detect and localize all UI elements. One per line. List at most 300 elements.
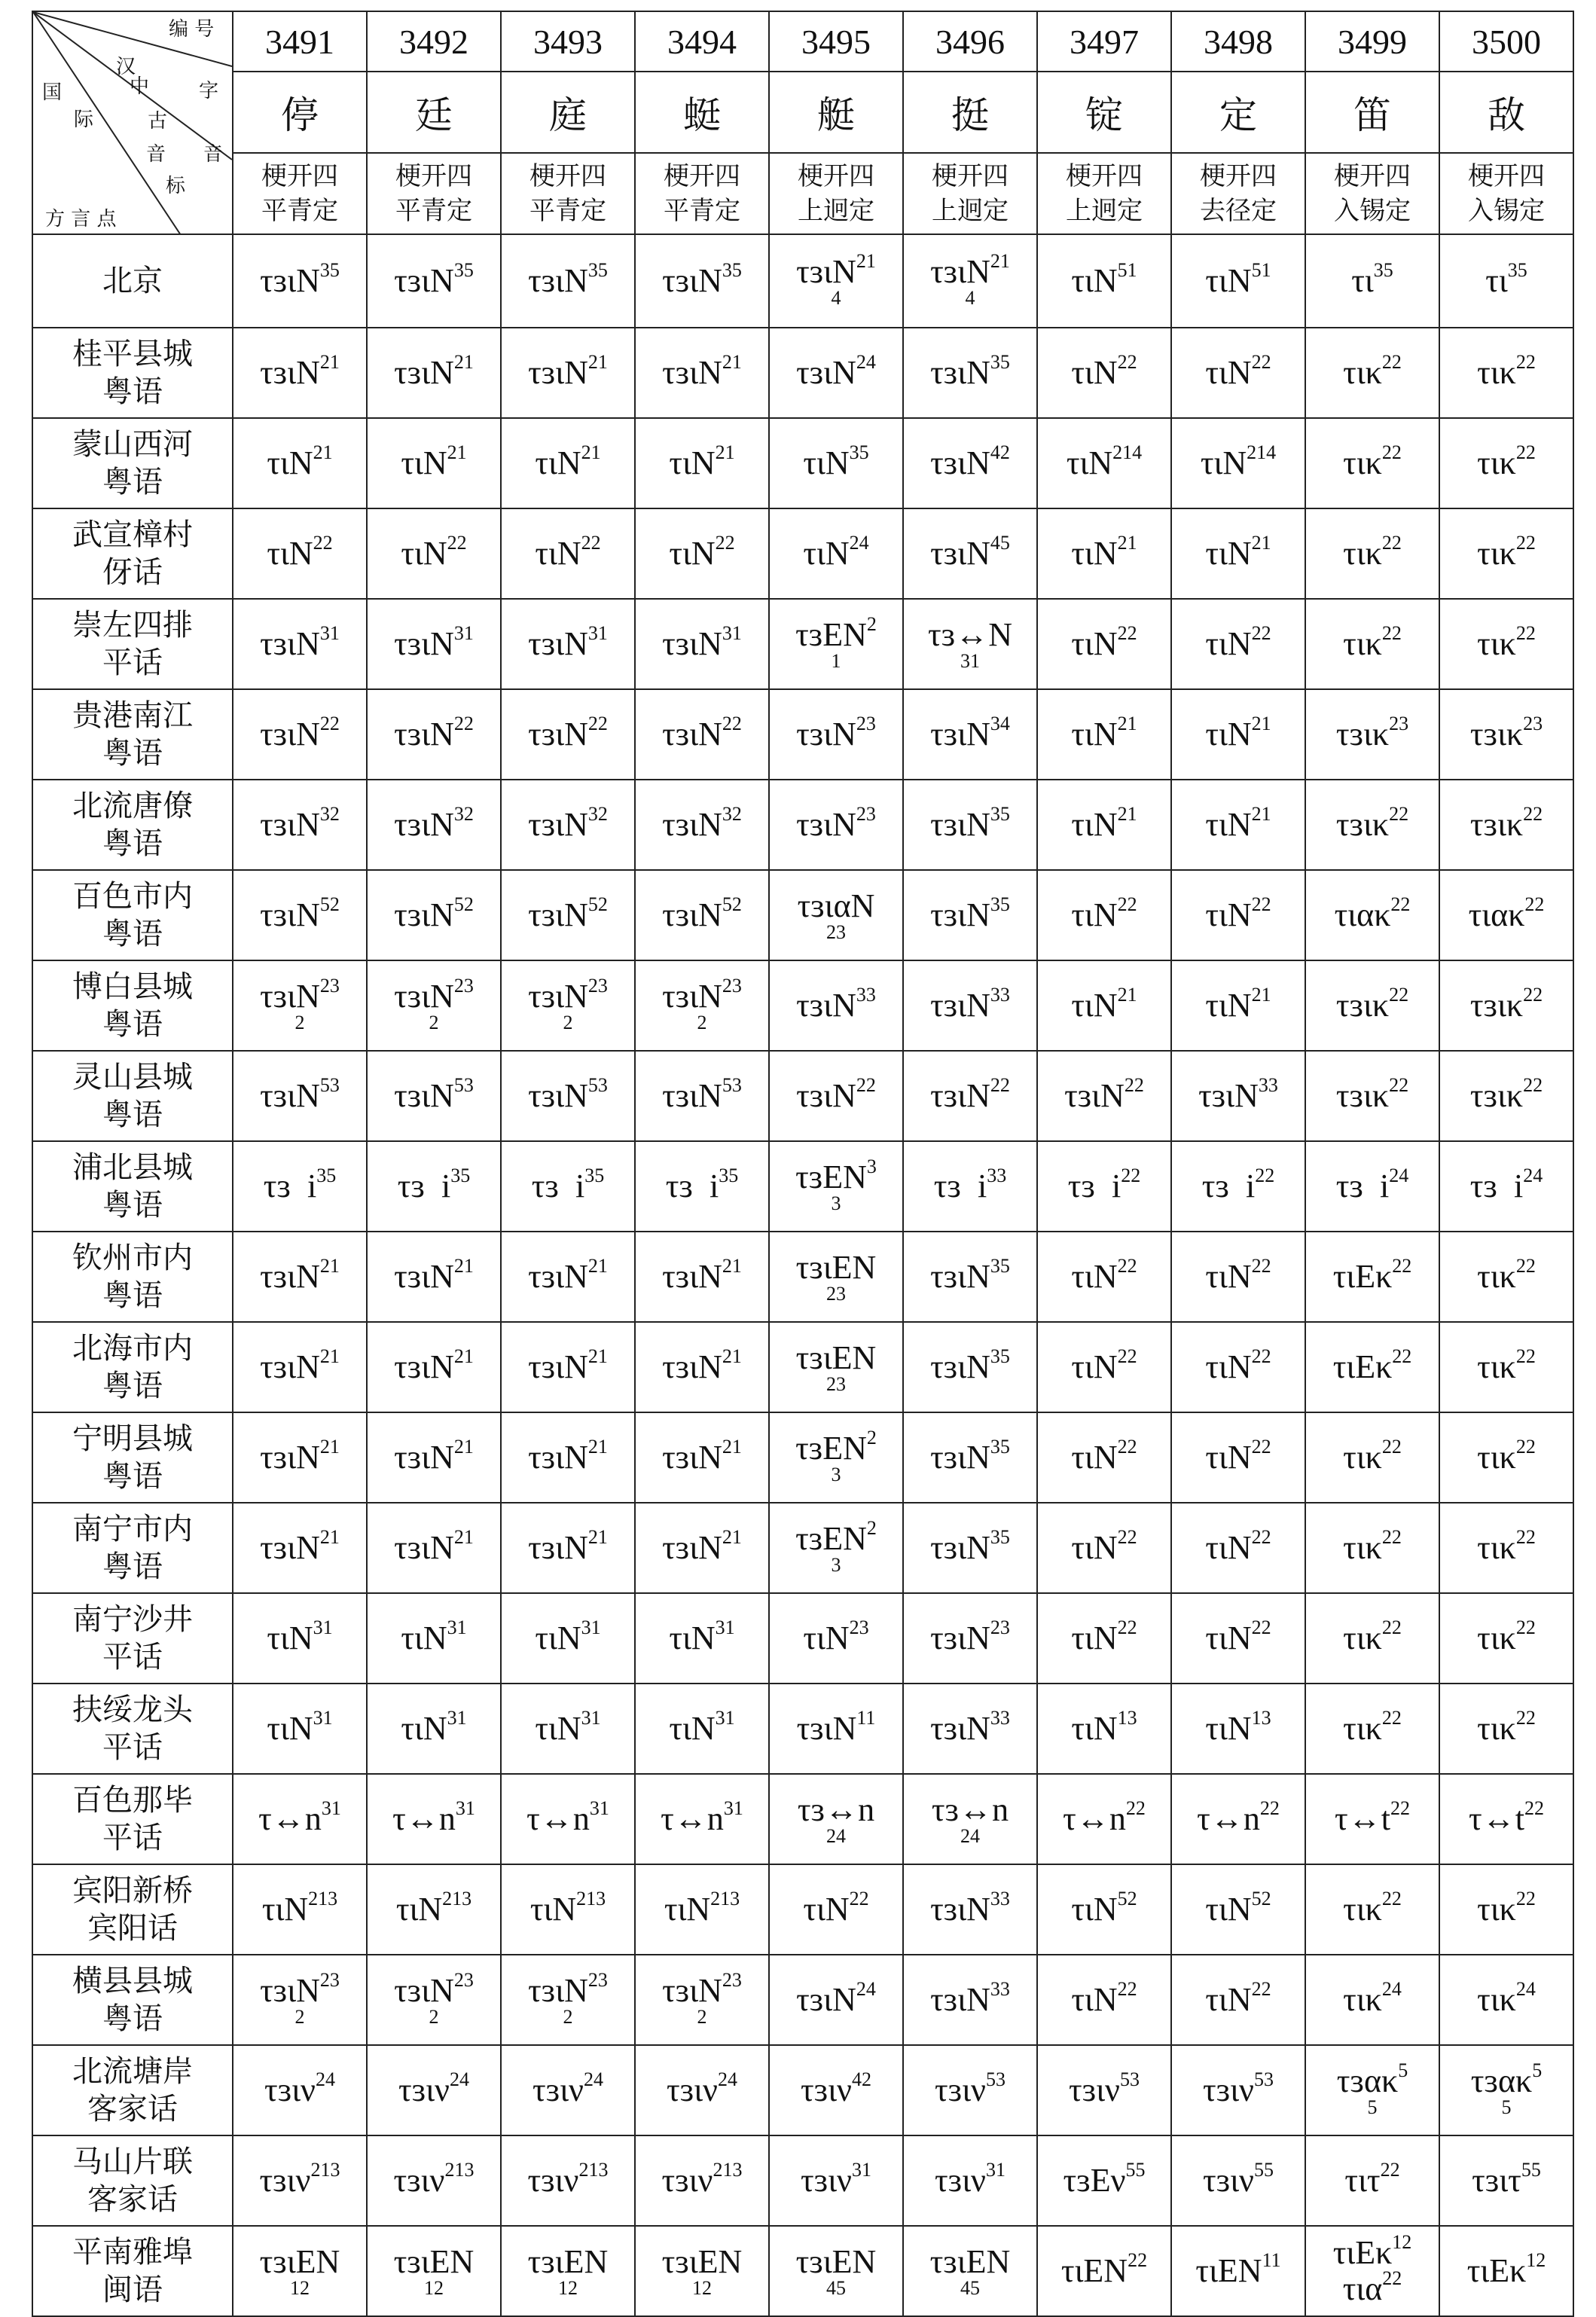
ipa-text: τɜɩN — [796, 986, 856, 1024]
pronunciation-cell — [903, 2226, 1037, 2316]
ipa-text: τɩEκ — [1332, 2233, 1393, 2271]
ipa-text: τɩ — [1351, 261, 1374, 299]
tone-superscript: 22 — [1251, 1435, 1271, 1458]
pronunciation-cell — [769, 599, 903, 689]
ipa-text: τɜɩN — [662, 261, 722, 299]
ipa-text: τɜɩN — [528, 624, 588, 662]
ipa-text: τɜɩN — [796, 1980, 856, 2018]
tone-superscript: 31 — [455, 1797, 475, 1819]
pronunciation-cell — [1439, 328, 1573, 418]
dialect-type: 粤语 — [102, 465, 163, 499]
tone-subscript: 45 — [826, 2277, 846, 2300]
ipa-text: τɩκ — [1477, 1619, 1516, 1656]
pronunciation-cell — [1037, 2135, 1171, 2226]
tone-superscript: 35 — [450, 1164, 471, 1186]
dialect-location — [32, 508, 233, 599]
ipa-text: τɩκ — [1477, 624, 1516, 662]
pronunciation-cell — [367, 328, 501, 418]
corner-label-ji: 际 — [74, 108, 94, 131]
dialect-location — [32, 599, 233, 689]
tone-superscript: 21 — [1117, 531, 1137, 554]
ipa-text: τɩN — [1071, 1257, 1118, 1295]
ipa-text: τɩN — [535, 1709, 581, 1747]
tone-superscript: 22 — [447, 531, 467, 554]
ipa-text: τɩακ — [1468, 896, 1525, 933]
ipa-text: τɩN — [1071, 1890, 1118, 1928]
column-number: 3497 — [1037, 11, 1171, 72]
location-name: 宁明县城 — [72, 1421, 193, 1456]
table-row — [32, 960, 1573, 1051]
tone-superscript: 42 — [990, 441, 1010, 463]
ipa-text: τɜ i — [1067, 1167, 1121, 1204]
tone-superscript: 32 — [722, 802, 742, 825]
tone-superscript: 21 — [722, 1345, 742, 1367]
pronunciation-cell — [233, 1593, 367, 1684]
pronunciation-cell — [635, 1684, 769, 1774]
ipa-text: τɜɩαN — [797, 887, 875, 924]
column-character: 廷 — [367, 72, 501, 153]
ipa-text: τɩN — [401, 534, 447, 572]
ipa-text: τɜɩN — [1064, 1076, 1125, 1114]
pronunciation-cell — [635, 1322, 769, 1412]
pronunciation-cell — [1305, 599, 1439, 689]
tone-superscript: 22 — [1515, 1616, 1536, 1638]
pronunciation-cell — [233, 328, 367, 418]
ipa-text: τɩκ — [1477, 1348, 1516, 1385]
pronunciation-cell — [1305, 328, 1439, 418]
ipa-text: τɩN — [1071, 1438, 1118, 1476]
pronunciation-cell — [1305, 508, 1439, 599]
tone-superscript: 22 — [715, 531, 735, 554]
pronunciation-cell — [1037, 328, 1171, 418]
tone-superscript: 21 — [1251, 712, 1271, 734]
ipa-text: τɜ↔n — [797, 1790, 875, 1828]
pronunciation-cell — [1037, 1774, 1171, 1864]
tone-superscript: 24 — [1523, 1164, 1543, 1186]
pronunciation-cell — [769, 418, 903, 508]
tone-superscript: 23 — [1523, 712, 1543, 734]
tone-superscript: 22 — [1381, 1887, 1402, 1909]
tone-superscript: 12 — [1526, 2248, 1546, 2271]
column-number: 3491 — [233, 11, 367, 72]
tone-superscript: 21 — [319, 1435, 340, 1458]
dialect-location — [32, 1864, 233, 1955]
pronunciation-cell — [233, 1322, 367, 1412]
table-row — [32, 2045, 1573, 2135]
column-character: 笛 — [1305, 72, 1439, 153]
corner-label-yin2: 音 — [203, 143, 224, 166]
dialect-type: 平话 — [102, 646, 163, 680]
pronunciation-cell — [1439, 1864, 1573, 1955]
pronunciation-cell — [1037, 689, 1171, 780]
pronunciation-cell — [1305, 780, 1439, 870]
pronunciation-cell — [903, 1593, 1037, 1684]
tone-superscript: 22 — [581, 531, 601, 554]
pronunciation-cell — [635, 1955, 769, 2045]
pronunciation-cell — [635, 418, 769, 508]
ipa-text: τɜɩN — [260, 1528, 320, 1566]
pronunciation-cell — [635, 234, 769, 328]
tone-superscript: 21 — [856, 249, 876, 272]
pronunciation-cell — [769, 1232, 903, 1322]
tone-superscript: 22 — [1515, 1887, 1536, 1909]
ipa-text: τɩN — [1205, 1438, 1252, 1476]
pronunciation-cell — [501, 2226, 635, 2316]
pronunciation-cell — [769, 2226, 903, 2316]
pronunciation-cell — [1305, 1774, 1439, 1864]
tone-superscript: 23 — [453, 974, 474, 997]
ipa-text: τɩκ — [1477, 444, 1516, 481]
ipa-text: τɩκ — [1477, 1257, 1516, 1295]
ipa-text: τɩN — [1071, 1709, 1118, 1747]
pronunciation-cell — [1037, 1322, 1171, 1412]
ipa-text: τɜɩν — [1203, 2071, 1254, 2108]
ipa-text: τɩEκ — [1332, 1348, 1393, 1385]
ipa-text: τɜɩν — [935, 2161, 986, 2199]
pronunciation-cell — [1171, 328, 1305, 418]
tone-superscript: 22 — [1117, 1254, 1137, 1277]
pronunciation-cell — [233, 2135, 367, 2226]
ipa-text: τɜɩν — [801, 2161, 852, 2199]
ipa-text: τɜEN — [795, 615, 867, 653]
ipa-text: τɜɩN — [260, 1971, 320, 2009]
pronunciation-cell — [501, 328, 635, 418]
pronunciation-cell — [1171, 508, 1305, 599]
pronunciation-cell — [501, 234, 635, 328]
pronunciation-cell — [501, 1503, 635, 1593]
pronunciation-cell — [635, 1412, 769, 1503]
table-row — [32, 234, 1573, 328]
tone-subscript: 12 — [558, 2277, 578, 2300]
ipa-text: τɩ — [1485, 261, 1508, 299]
tone-superscript: 22 — [1251, 1977, 1271, 2000]
ipa-text: τɩEN — [1195, 2251, 1262, 2289]
pronunciation-cell — [1171, 1232, 1305, 1322]
location-name: 百色那毕 — [72, 1783, 193, 1818]
pronunciation-cell — [1439, 234, 1573, 328]
pronunciation-cell — [1305, 2135, 1439, 2226]
corner-diagonals — [33, 12, 232, 235]
pronunciation-cell — [233, 599, 367, 689]
location-name: 百色市内 — [72, 879, 193, 914]
ipa-text: τɩEN — [1060, 2251, 1128, 2289]
table-row — [32, 1774, 1573, 1864]
dialect-location — [32, 2135, 233, 2226]
tone-superscript: 31 — [453, 621, 474, 644]
ipa-text: τɜɩN — [930, 1890, 990, 1928]
tone-superscript: 31 — [447, 1706, 467, 1729]
ipa-text: τɩEκ — [1332, 1257, 1393, 1295]
tone-subscript: 31 — [960, 650, 980, 673]
pronunciation-cell — [501, 689, 635, 780]
location-name: 贵港南江 — [72, 698, 193, 733]
pronunciation-cell — [501, 599, 635, 689]
tone-superscript: 2 — [866, 1516, 877, 1539]
column-number: 3498 — [1171, 11, 1305, 72]
column-middle-chinese — [1037, 153, 1171, 234]
pronunciation-cell — [1037, 780, 1171, 870]
pronunciation-cell — [501, 1051, 635, 1141]
ipa-text: τɩκ — [1477, 1528, 1516, 1566]
dialect-location — [32, 1774, 233, 1864]
tone-superscript: 22 — [1523, 802, 1543, 825]
table-row — [32, 1141, 1573, 1232]
tone-superscript: 31 — [723, 1797, 743, 1819]
ipa-text: τɩN — [1205, 1619, 1252, 1656]
pronunciation-cell — [233, 780, 367, 870]
ipa-text: τɜɩν — [393, 2161, 445, 2199]
pronunciation-cell — [769, 1864, 903, 1955]
ipa-text: τɩκ — [1477, 353, 1516, 391]
ipa-text: τɩκ — [1343, 1980, 1382, 2018]
tone-superscript: 5 — [1398, 2059, 1408, 2081]
middle-chinese-line1: 梗开四 — [1200, 161, 1277, 191]
middle-chinese-line1: 梗开四 — [664, 161, 740, 191]
pronunciation-cell — [1305, 234, 1439, 328]
pronunciation-cell — [233, 1412, 367, 1503]
dialect-location — [32, 689, 233, 780]
corner-label-han: 汉 — [116, 56, 136, 78]
middle-chinese-line2: 平青定 — [529, 196, 606, 226]
pronunciation-cell — [1171, 1322, 1305, 1412]
dialect-location — [32, 1684, 233, 1774]
ipa-text: τɜɩN — [528, 1257, 588, 1295]
tone-superscript: 31 — [589, 1797, 609, 1819]
column-character: 锭 — [1037, 72, 1171, 153]
pronunciation-cell — [1171, 1774, 1305, 1864]
ipa-text: τɜɩN — [394, 1257, 454, 1295]
pronunciation-cell — [367, 2045, 501, 2135]
ipa-text: τɜɩN — [528, 1528, 588, 1566]
location-name: 北京 — [102, 264, 163, 298]
pronunciation-cell — [1037, 870, 1171, 960]
tone-subscript: 3 — [831, 1192, 841, 1215]
dialect-type: 宾阳话 — [87, 1911, 178, 1946]
pronunciation-cell — [1439, 1051, 1573, 1141]
ipa-text: τɜɩN — [796, 353, 856, 391]
tone-superscript: 35 — [990, 802, 1010, 825]
pronunciation-cell — [903, 1684, 1037, 1774]
dialect-location — [32, 1955, 233, 2045]
tone-superscript: 22 — [1381, 350, 1402, 373]
pronunciation-cell — [903, 689, 1037, 780]
pronunciation-cell — [903, 508, 1037, 599]
pronunciation-cell — [233, 418, 367, 508]
pronunciation-cell — [233, 960, 367, 1051]
column-middle-chinese — [769, 153, 903, 234]
location-name: 平南雅埠 — [72, 2235, 193, 2270]
middle-chinese-line2: 平青定 — [261, 196, 338, 226]
pronunciation-cell — [635, 780, 769, 870]
tone-superscript: 22 — [1251, 350, 1271, 373]
pronunciation-cell — [1037, 418, 1171, 508]
pronunciation-cell — [769, 1955, 903, 2045]
ipa-text: τɜɩN — [930, 1076, 990, 1114]
ipa-text: τɜɩν — [1203, 2161, 1254, 2199]
ipa-text: τɜ↔n — [931, 1790, 1009, 1828]
table-row — [32, 1955, 1573, 2045]
ipa-text: τɜɩN — [796, 805, 856, 843]
pronunciation-cell — [903, 960, 1037, 1051]
dialect-location — [32, 1322, 233, 1412]
tone-superscript: 21 — [319, 1345, 340, 1367]
ipa-text: τɜɩτ — [1472, 2161, 1521, 2199]
tone-superscript: 21 — [722, 1435, 742, 1458]
ipa-text: τɜɩν — [259, 2161, 311, 2199]
tone-superscript: 3 — [866, 1155, 877, 1177]
pronunciation-cell — [367, 1412, 501, 1503]
pronunciation-cell — [1305, 870, 1439, 960]
tone-superscript: 52 — [453, 893, 474, 915]
tone-superscript: 22 — [1117, 1616, 1137, 1638]
column-middle-chinese — [1305, 153, 1439, 234]
pronunciation-cell — [903, 1141, 1037, 1232]
ipa-text: τɜɩN — [260, 261, 320, 299]
tone-superscript: 22 — [1117, 893, 1137, 915]
ipa-text: τɜɩN — [260, 353, 320, 391]
ipa-text: τɩN — [1071, 1348, 1118, 1385]
tone-superscript: 22 — [722, 712, 742, 734]
ipa-text: τɩN — [1205, 1890, 1252, 1928]
ipa-text: τɩN — [267, 1619, 313, 1656]
ipa-text: τɩN — [395, 1890, 443, 1928]
column-number: 3492 — [367, 11, 501, 72]
table-row — [32, 1232, 1573, 1322]
column-middle-chinese — [233, 153, 367, 234]
ipa-text: τɜɩN — [662, 715, 722, 752]
dialect-type: 粤语 — [102, 1369, 163, 1403]
tone-superscript: 2 — [866, 1426, 877, 1449]
column-middle-chinese — [367, 153, 501, 234]
tone-subscript: 23 — [826, 1283, 846, 1305]
pronunciation-cell — [367, 960, 501, 1051]
tone-subscript: 45 — [960, 2277, 980, 2300]
pronunciation-cell — [1439, 689, 1573, 780]
location-name: 扶绥龙头 — [72, 1693, 193, 1727]
tone-superscript: 22 — [1381, 1706, 1402, 1729]
tone-subscript: 24 — [826, 1825, 846, 1848]
ipa-text: τɜEN — [795, 1519, 867, 1557]
pronunciation-cell — [1305, 1141, 1439, 1232]
ipa-text: τɜɩN — [662, 805, 722, 843]
column-middle-chinese — [903, 153, 1037, 234]
ipa-text: τɩN — [803, 534, 850, 572]
pronunciation-cell — [769, 1412, 903, 1503]
tone-superscript: 22 — [1121, 1164, 1141, 1186]
dialect-location — [32, 2045, 233, 2135]
tone-superscript: 22 — [1523, 1073, 1543, 1096]
ipa-text: τɩκ — [1343, 353, 1382, 391]
ipa-text: τɜɩN — [528, 1076, 588, 1114]
dialect-type: 粤语 — [102, 1007, 163, 1042]
pronunciation-cell — [769, 1141, 903, 1232]
location-name: 横县县城 — [72, 1964, 193, 1998]
pronunciation-cell — [903, 780, 1037, 870]
tone-superscript: 21 — [587, 1435, 608, 1458]
pronunciation-cell — [1171, 780, 1305, 870]
ipa-text: τɜɩN — [394, 1971, 454, 2009]
ipa-text: τɜɩν — [398, 2071, 450, 2108]
ipa-text: τɜɩN — [930, 252, 990, 290]
pronunciation-cell — [501, 1141, 635, 1232]
tone-superscript: 23 — [722, 1968, 742, 1991]
pronunciation-cell — [501, 780, 635, 870]
tone-superscript: 11 — [856, 1706, 876, 1729]
tone-superscript: 21 — [447, 441, 467, 463]
tone-superscript-alt: 22 — [1382, 2267, 1402, 2289]
ipa-text: τɩN — [535, 444, 581, 481]
ipa-text: τɩN — [261, 1890, 309, 1928]
tone-superscript: 35 — [990, 1345, 1010, 1367]
pronunciation-cell — [769, 328, 903, 418]
ipa-text: τɜɩN — [528, 1971, 588, 2009]
ipa-text: τɩN — [664, 1890, 711, 1928]
dialect-location — [32, 328, 233, 418]
pronunciation-cell — [501, 1412, 635, 1503]
pronunciation-cell — [1037, 1232, 1171, 1322]
tone-superscript: 213 — [444, 2158, 475, 2181]
pronunciation-cell — [1439, 780, 1573, 870]
ipa-text: τɩEκ — [1466, 2251, 1527, 2289]
ipa-text: τɩκ — [1477, 1438, 1516, 1476]
ipa-text: τɜɩN — [1198, 1076, 1259, 1114]
dialect-type: 粤语 — [102, 917, 163, 951]
tone-superscript: 21 — [453, 1345, 474, 1367]
tone-superscript: 21 — [1117, 712, 1137, 734]
pronunciation-cell — [1439, 508, 1573, 599]
table-row — [32, 1412, 1573, 1503]
ipa-text: τɜɩN — [260, 1076, 320, 1114]
dialect-type: 粤语 — [102, 1097, 163, 1132]
table-row — [32, 780, 1573, 870]
ipa-text: τɜɩν — [801, 2071, 852, 2108]
pronunciation-cell — [1439, 418, 1573, 508]
tone-superscript: 23 — [990, 1616, 1010, 1638]
tone-superscript: 22 — [1117, 621, 1137, 644]
dialect-type: 平话 — [102, 1821, 163, 1855]
tone-superscript: 21 — [1117, 802, 1137, 825]
ipa-text: τ↔n — [392, 1800, 456, 1837]
tone-superscript: 2 — [866, 612, 877, 635]
tone-superscript: 35 — [990, 1435, 1010, 1458]
ipa-text: τɜɩN — [394, 624, 454, 662]
ipa-text: τɩN — [669, 1619, 716, 1656]
pronunciation-cell — [1171, 234, 1305, 328]
location-name: 浦北县城 — [72, 1150, 193, 1185]
dialect-location — [32, 1503, 233, 1593]
location-name: 钦州市内 — [72, 1241, 193, 1275]
location-name: 马山片联 — [72, 2145, 193, 2179]
location-name: 宾阳新桥 — [72, 1873, 193, 1908]
tone-superscript: 31 — [447, 1616, 467, 1638]
ipa-text: τɜɩN — [930, 1438, 990, 1476]
ipa-text: τɜɩN — [796, 1709, 857, 1747]
tone-subscript: 12 — [692, 2277, 712, 2300]
dialect-location — [32, 2226, 233, 2316]
tone-superscript: 22 — [1380, 2158, 1400, 2181]
tone-superscript: 21 — [319, 1254, 340, 1277]
pronunciation-cell — [233, 2226, 367, 2316]
tone-superscript: 22 — [1117, 1977, 1137, 2000]
tone-superscript: 22 — [849, 1887, 869, 1909]
dialect-type: 平话 — [102, 1730, 163, 1765]
middle-chinese-line1: 梗开四 — [529, 161, 606, 191]
tone-superscript: 24 — [856, 1977, 876, 2000]
dialect-location — [32, 1232, 233, 1322]
ipa-text: τɩN — [1205, 624, 1252, 662]
column-middle-chinese — [1171, 153, 1305, 234]
pronunciation-cell — [769, 1322, 903, 1412]
